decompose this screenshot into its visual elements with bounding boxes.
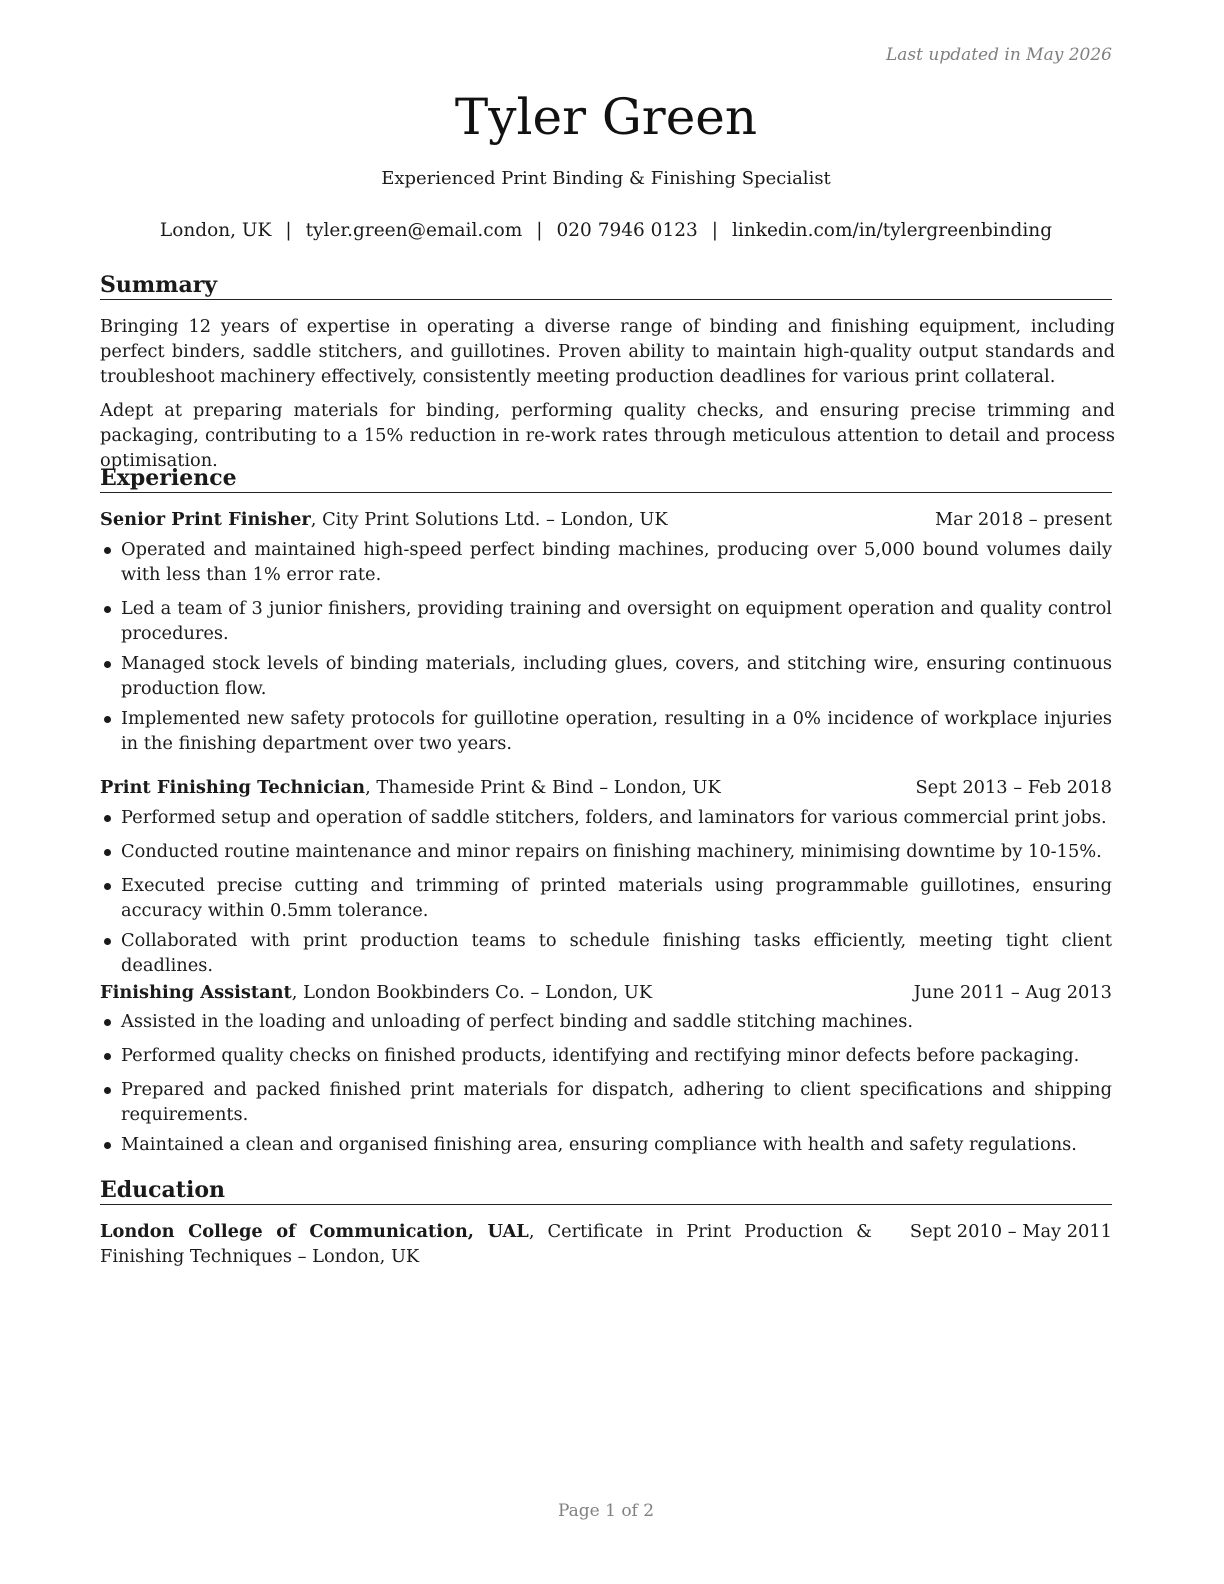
- education-text: [100, 1219, 872, 1269]
- summary-heading: Summary: [100, 272, 1112, 300]
- contact-linkedin[interactable]: linkedin.com/in/tylergreenbinding: [731, 220, 1053, 241]
- list-item: Managed stock levels of binding materials, including glues, covers, and stitching wire, ensuring continuous production flow.: [100, 651, 1112, 701]
- job-company: , City Print Solutions Ltd. – London, UK: [310, 509, 668, 530]
- list-item: Performed quality checks on finished products, identifying and rectifying minor defects before packaging.: [100, 1043, 1112, 1068]
- job-company: , Thameside Print & Bind – London, UK: [365, 777, 721, 798]
- job-dates: June 2011 – Aug 2013: [913, 982, 1112, 1003]
- list-item: Assisted in the loading and unloading of perfect binding and saddle stitching machines.: [100, 1009, 1112, 1034]
- list-item: Conducted routine maintenance and minor repairs on finishing machinery, minimising downtime by 10-15%.: [100, 839, 1112, 864]
- education-institution: London College of Communication, UAL: [100, 1221, 529, 1242]
- contact-separator: |: [536, 220, 543, 241]
- resume-page: [100, 0, 1115, 1584]
- job-header: [100, 775, 1112, 800]
- page-number: Page 1 of 2: [557, 1501, 655, 1521]
- education-entry: [100, 1219, 1112, 1269]
- summary-paragraph-2: Adept at preparing materials for binding, performing quality checks, and ensuring precise trimming and packaging, contributing to a 15% reduction in re-work rates through meticulous attention to detail and process optimisation.: [100, 400, 1115, 471]
- summary-paragraph-1: Bringing 12 years of expertise in operating a diverse range of binding and finishing equipment, including perfect binders, saddle stitchers, and guillotines. Proven ability to maintain high-quality output standards and troubleshoot machinery effectively, consistently meeting production deadlines for various print collateral.: [100, 316, 1115, 387]
- education-heading: Education: [100, 1177, 1112, 1205]
- list-item: Implemented new safety protocols for guillotine operation, resulting in a 0% incidence of workplace injuries in the finishing department over two years.: [100, 706, 1112, 756]
- last-updated: Last updated in May 2026: [885, 45, 1112, 65]
- job-title: Finishing Assistant: [100, 982, 292, 1003]
- contact-separator: |: [285, 220, 292, 241]
- contact-phone: 020 7946 0123: [556, 220, 698, 241]
- contact-separator: |: [711, 220, 718, 241]
- list-item: Operated and maintained high-speed perfect binding machines, producing over 5,000 bound volumes daily with less than 1% error rate.: [100, 537, 1112, 587]
- job-title: Print Finishing Technician: [100, 777, 366, 798]
- list-item: Maintained a clean and organised finishing area, ensuring compliance with health and safety regulations.: [100, 1132, 1112, 1157]
- job-dates: Mar 2018 – present: [934, 509, 1112, 530]
- job-bullets: [100, 805, 1112, 987]
- candidate-name: Tyler Green: [454, 88, 758, 146]
- experience-heading: Experience: [100, 465, 1112, 493]
- job-header: [100, 507, 1112, 532]
- job-dates: Sept 2013 – Feb 2018: [915, 777, 1112, 798]
- contact-location: London, UK: [159, 220, 272, 241]
- list-item: Executed precise cutting and trimming of printed materials using programmable guillotines, ensuring accuracy within 0.5mm tolerance.: [100, 873, 1112, 923]
- job-title: Senior Print Finisher: [100, 509, 311, 530]
- education-details: , Certificate in Print Production & Finishing Techniques – London, UK: [100, 1221, 872, 1267]
- list-item: Led a team of 3 junior finishers, providing training and oversight on equipment operation and quality control procedures.: [100, 596, 1112, 646]
- list-item: Performed setup and operation of saddle stitchers, folders, and laminators for various commercial print jobs.: [100, 805, 1112, 830]
- job-company: , London Bookbinders Co. – London, UK: [291, 982, 653, 1003]
- education-dates: Sept 2010 – May 2011: [909, 1221, 1112, 1242]
- job-bullets: [100, 537, 1112, 765]
- list-item: Collaborated with print production teams to schedule finishing tasks efficiently, meeting tight client deadlines.: [100, 928, 1112, 978]
- contact-line: [100, 219, 1112, 243]
- job-header: [100, 980, 1112, 1005]
- job-bullets: [100, 1009, 1112, 1166]
- contact-email[interactable]: tyler.green@email.com: [305, 220, 523, 241]
- candidate-tagline: Experienced Print Binding & Finishing Specialist: [381, 168, 831, 189]
- list-item: Prepared and packed finished print materials for dispatch, adhering to client specifications and shipping requirements.: [100, 1077, 1112, 1127]
